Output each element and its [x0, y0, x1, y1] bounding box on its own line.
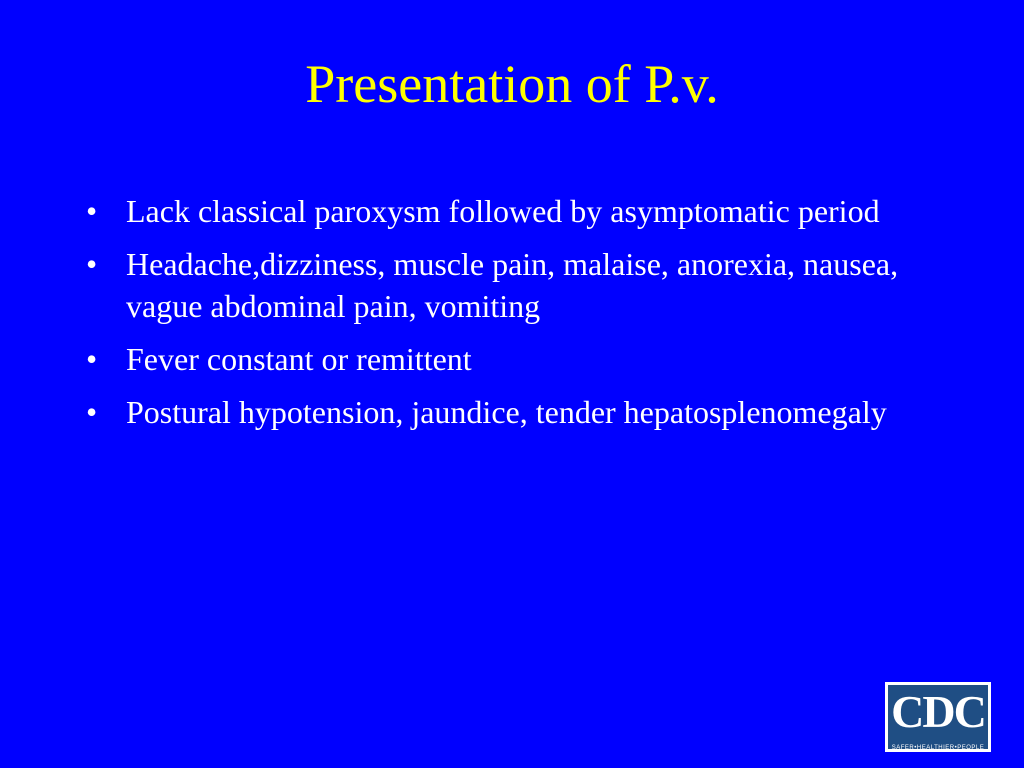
cdc-logo-text: CDC — [891, 686, 985, 737]
bullet-text: Postural hypotension, jaundice, tender hepatosplenomegaly — [126, 394, 887, 430]
bullet-dot-icon: • — [86, 193, 98, 229]
bullet-text: Headache,dizziness, muscle pain, malaise, anorexia, nausea, vague abdominal pain, vomiting — [126, 246, 899, 324]
bullet-item — [86, 391, 966, 433]
slide-title: Presentation of P.v. — [305, 54, 719, 114]
bullet-item — [86, 243, 966, 327]
bullet-dot-icon: • — [86, 341, 98, 377]
bullet-text: Lack classical paroxysm followed by asymptomatic period — [126, 193, 880, 229]
cdc-logo — [885, 682, 991, 752]
bullet-dot-icon: • — [86, 394, 98, 430]
cdc-logo-panel — [888, 685, 988, 749]
bullet-list — [86, 190, 966, 444]
bullet-item — [86, 190, 966, 232]
bullet-text: Fever constant or remittent — [126, 341, 472, 377]
bullet-dot-icon: • — [86, 246, 98, 282]
cdc-logo-tagline: SAFER•HEALTHIER•PEOPLE — [891, 745, 985, 751]
bullet-item — [86, 338, 966, 380]
